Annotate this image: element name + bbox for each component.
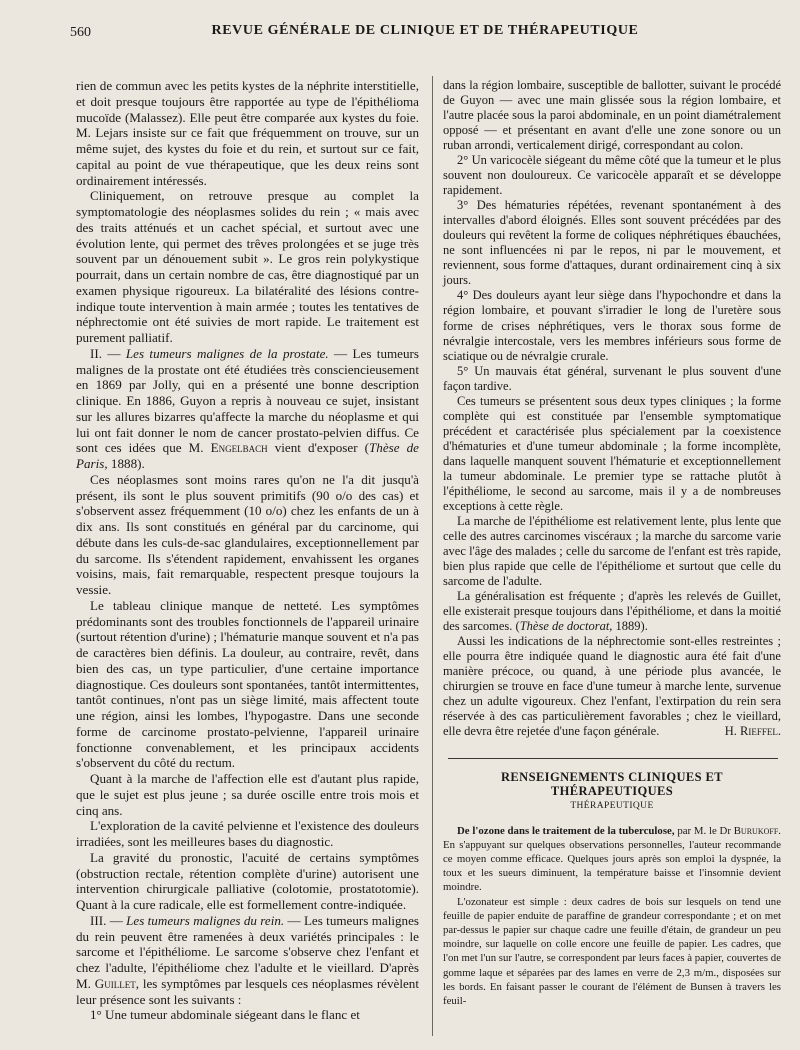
- paragraph: La gravité du pronostic, l'acuité de certains symptômes (obstruction rectale, rétention complète d'urine) autorisent une intervention chirurgicale palliative (colotomie, prostatotomie). Quant à la cure radicale, elle est formellement contre-indiquée.: [76, 849, 419, 912]
- paragraph: 2° Un varicocèle siégeant du même côté que la tumeur et le plus souvent non douloureux. Ce varicocèle apparaît et se développe rapidement.: [443, 153, 781, 198]
- note-paragraph: L'ozonateur est simple : deux cadres de bois sur lesquels on tend une feuille de papier enduite de paraffine de grandeur correspondante ; et on met par-dessus le papier sur chaque cadre une feuille d'étain, de grandeur un peu moindre, sur laquelle on colle encore une feuille de papier. Les cadres, que l'on met l'un sur l'autre, se correspondent par leurs faces à papier, couvertes de gomme laque et séparées par des lames en verre de 2,3 m/m., disposées sur les bords. En faisant passer le courant de l'élément de Bunsen à travers les feuil-: [443, 895, 781, 1008]
- section-number: II. —: [90, 345, 126, 361]
- paragraph: rien de commun avec les petits kystes de la néphrite interstitielle, et doit presque toujours être rapportée au type de l'épithélioma mucoïde (Malassez). Elle peut être comparée aux kystes du foie. M. Lejars insiste sur ce fait que fréquemment on trouve, sur un même sujet, des kystes du foie et du rein, et surtout sur ce fait, capital au point de vue thérapeutique, que les deux reins sont ordinairement intéressés.: [76, 78, 419, 188]
- paragraph: Cliniquement, on retrouve presque au complet la symptomatologie des néoplasmes solides du rein ; « mais avec des traits atténués et un cachet spécial, et surtout avec une évolution lente, qui permet des trêves prolongées et se juge très souvent par un dénouement subit ». Le gros rein polykystique pourrait, dans un certain nombre de cas, être diagnostiqué par un examen physique rigoureux. La bilatéralité des lésions contre-indique toute intervention à main armée ; toutes les tentatives de néphrectomie ont été suivies de mort rapide. Le traitement est purement palliatif.: [76, 188, 419, 345]
- paragraph: Ces néoplasmes sont moins rares qu'on ne l'a dit jusqu'à présent, ils sont le plus souvent primitifs (90 o/o des cas) et s'observent assez fréquemment (10 o/o) chez les enfants de un à dix ans. Ils sont constitués en général par du carcinome, qui débute dans les culs-de-sac glandulaires, exceptionnellement par du sarcome. Ils s'étendent rapidement, envahissent les organes voisins, mais, fait remarquable, respectent presque toujours la vessie.: [76, 471, 419, 597]
- section-heading: Les tumeurs malignes de la prostate.: [125, 345, 329, 361]
- column-divider: [432, 76, 433, 1036]
- section-rule: [448, 758, 778, 759]
- note-paragraph: [443, 824, 781, 895]
- section-heading: Les tumeurs malignes du rein.: [126, 912, 285, 928]
- page-number: 560: [70, 25, 91, 40]
- running-header: [70, 22, 780, 44]
- paragraph: Le tableau clinique manque de netteté. Les symptômes prédominants sont des troubles fonctionnels de l'appareil urinaire (surtout rétention d'urine) ; l'hématurie manque souvent et n'a pas de caractères bien définis. La douleur, au contraire, revêt, dans bien des cas, un type particulier, d'une certaine importance diagnostique. Ces douleurs sont spontanées, tantôt intermittentes, tantôt continues, n'ont pas un siège limité, mais affectent toute une région, ainsi les lombes, l'hypogastre. Dans une seconde forme de carcinome prostato-pelvienne, l'appareil urinaire fonctionne convenablement, et les principaux accidents s'observent du côté du rectum.: [76, 597, 419, 771]
- left-column: [76, 78, 419, 1023]
- notes-section: [443, 770, 781, 1008]
- right-column: [443, 78, 781, 739]
- paragraph: Quant à la marche de l'affection elle est d'autant plus rapide, que le sujet est plus jeune ; sa durée oscille entre trois mois et cinq ans.: [76, 771, 419, 818]
- note-text: . En s'appuyant sur quelques observations personnelles, l'auteur recommande ce moyen comme efficace. Quelques jours après son emploi la dyspnée, la toux et les sueurs diminuent, la température baisse et l'insomnie devient moindre.: [443, 824, 781, 894]
- citation-title: Thèse de Paris,: [76, 440, 419, 471]
- paragraph-text: vient d'exposer (: [267, 440, 370, 456]
- paragraph-text: — Les tumeurs malignes du rein peuvent être ramenées à deux variétés principales : le sarcome et l'épithéliome. Le sarcome s'observe chez l'enfant et chez l'adulte, l'épithéliome chez l'adulte et le vieillard. D'après M.: [76, 912, 419, 991]
- paragraph: 5° Un mauvais état général, survenant le plus souvent d'une façon tardive.: [443, 363, 781, 393]
- author-name: Guillet: [94, 975, 136, 991]
- paragraph: 4° Des douleurs ayant leur siège dans l'hypochondre et dans la région lombaire, et pouvant s'irradier le long de l'uretère sous forme de crises néphrétiques, vers le thorax sous forme de névralgie intercostale, vers les membres inférieurs sous forme de sciatique ou de névralgie crurale.: [443, 288, 781, 363]
- running-title: REVUE GÉNÉRALE DE CLINIQUE ET DE THÉRAPEUTIQUE: [211, 23, 639, 38]
- citation-title: Thèse de doctorat,: [519, 619, 613, 634]
- paragraph-text: , les symptômes par lesquels ces néoplasmes révèlent leur présence sont les suivants :: [76, 975, 419, 1007]
- note-text: par M. le Dr: [674, 824, 734, 837]
- paragraph: dans la région lombaire, susceptible de ballotter, suivant le procédé de Guyon — avec une main glissée sous la région lombaire, et l'autre placée sous la paroi abdominale, en un point diamétralement opposé — et présentant en avant d'elle une zone sonore ou un ruban arrondi, verticalement dirigé, correspondant au colon.: [443, 78, 781, 153]
- paragraph: 1° Une tumeur abdominale siégeant dans le flanc et: [90, 1007, 360, 1023]
- paragraph: L'exploration de la cavité pelvienne et l'existence des douleurs irradiées, sont les meilleures bases du diagnostic.: [76, 818, 419, 849]
- paragraph-text: — Les tumeurs malignes de la prostate ont été étudiées très consciencieusement en 1869 par Jolly, qui en a présenté une bonne description clinique. En 1886, Guyon a repris à nouveau ce sujet, insistant sur les allures bizarres qu'affecte la marche du néoplasme et qui lui ont fait donner le nom de cancer prostato-pelvien diffus. Ce sont ces idées que M.: [76, 345, 419, 456]
- paragraph: Ces tumeurs se présentent sous deux types cliniques ; la forme complète qui est constituée par l'ensemble symptomatique précédent et caractérisée plus spécialement par la coexistence d'hématuries et d'une tumeur abdominale ; la forme incomplète, dans laquelle manquent souvent l'hématurie et exceptionnellement la tumeur abdominale. Le premier type se rattache plutôt à l'épithéliome, le second au sarcome, mais il y a de nombreuses exceptions à cette règle.: [443, 393, 781, 513]
- paragraph-text: 1889).: [612, 619, 648, 634]
- section-prostate: [76, 346, 419, 472]
- author-name: Engelbach: [210, 440, 268, 456]
- section-number: III. —: [90, 912, 127, 928]
- section-subtitle: THÉRAPEUTIQUE: [570, 801, 654, 812]
- section-kidney: [76, 913, 419, 1008]
- paragraph-text: Aussi les indications de la néphrectomie sont-elles restreintes ; elle pourra être indiquée quand le diagnostic aura été fait d'une manière précoce, ou quand, à une période plus avancée, le chirurgien se trouve en face d'une tumeur à marche lente, survenue chez un adulte vigoureux. Chez l'enfant, l'extirpation du rein sera réservée à des cas particulièrement favorables ; chez le vieillard, elle devra être rejetée d'une façon générale.: [443, 634, 781, 739]
- author-name: Burukoff: [733, 824, 779, 837]
- paragraph: [443, 589, 781, 634]
- note-heading: De l'ozone dans le traitement de la tuberculose,: [457, 824, 675, 837]
- paragraph-text: 1888).: [107, 456, 145, 471]
- section-title: RENSEIGNEMENTS CLINIQUES ET THÉRAPEUTIQUES: [501, 770, 723, 799]
- paragraph: [443, 634, 781, 739]
- paragraph: 3° Des hématuries répétées, revenant spontanément à des intervalles d'abord éloignés. Elles sont souvent précédées par des douleurs qui revêtent la forme de coliques néphrétiques ébauchées, ne sont influencées ni par le repos, ni par le mouvement, et reviennent, sous forme d'attaques, durant ordinairement cinq à six jours.: [443, 198, 781, 288]
- paragraph-text: La généralisation est fréquente ; d'après les relevés de Guillet, elle existerait presque toujours dans l'épithéliome, et dans la moitié des sarcomes. (: [443, 589, 781, 634]
- author-signature: H. Rieffel.: [724, 724, 781, 739]
- paragraph: La marche de l'épithéliome est relativement lente, plus lente que celle des autres carcinomes viscéraux ; la marche du sarcome varie avec l'âge des malades ; celle du sarcome de l'enfant est très rapide, bien plus rapide que celle de l'épithéliome et surtout que celle du sarcome de l'adulte.: [443, 513, 781, 589]
